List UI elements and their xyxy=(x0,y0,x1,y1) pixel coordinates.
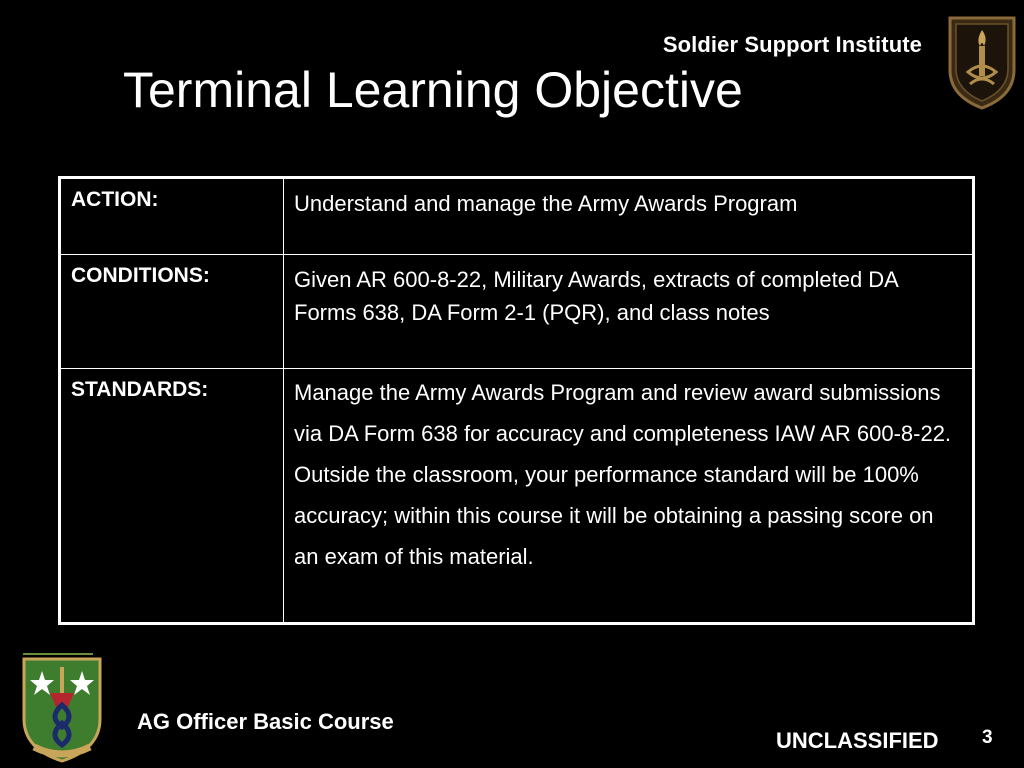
action-value: Understand and manage the Army Awards Program xyxy=(284,178,974,255)
course-name: AG Officer Basic Course xyxy=(137,709,394,734)
tlo-table xyxy=(58,176,975,625)
slide-number: 3 xyxy=(982,727,993,748)
ssi-crest-icon xyxy=(946,12,1018,112)
table-row xyxy=(60,178,974,255)
table-row xyxy=(60,369,974,624)
standards-value: Manage the Army Awards Program and review award submissions via DA Form 638 for accuracy and completeness IAW AR 600-8-22. Outside the classroom, your performance standard will be 100% accuracy; within this course it will be obtaining a passing score on an exam of this material. xyxy=(284,369,974,624)
conditions-value: Given AR 600-8-22, Military Awards, extracts of completed DA Forms 638, DA Form 2-1 (PQR), and class notes xyxy=(284,255,974,369)
ag-regimental-crest-icon xyxy=(20,655,104,765)
slide-title: Terminal Learning Objective xyxy=(123,62,743,118)
conditions-label: CONDITIONS: xyxy=(60,255,284,369)
standards-label: STANDARDS: xyxy=(60,369,284,624)
action-label: ACTION: xyxy=(60,178,284,255)
organization-name: Soldier Support Institute xyxy=(662,32,922,57)
classification-label: UNCLASSIFIED xyxy=(776,728,939,753)
table-row xyxy=(60,255,974,369)
